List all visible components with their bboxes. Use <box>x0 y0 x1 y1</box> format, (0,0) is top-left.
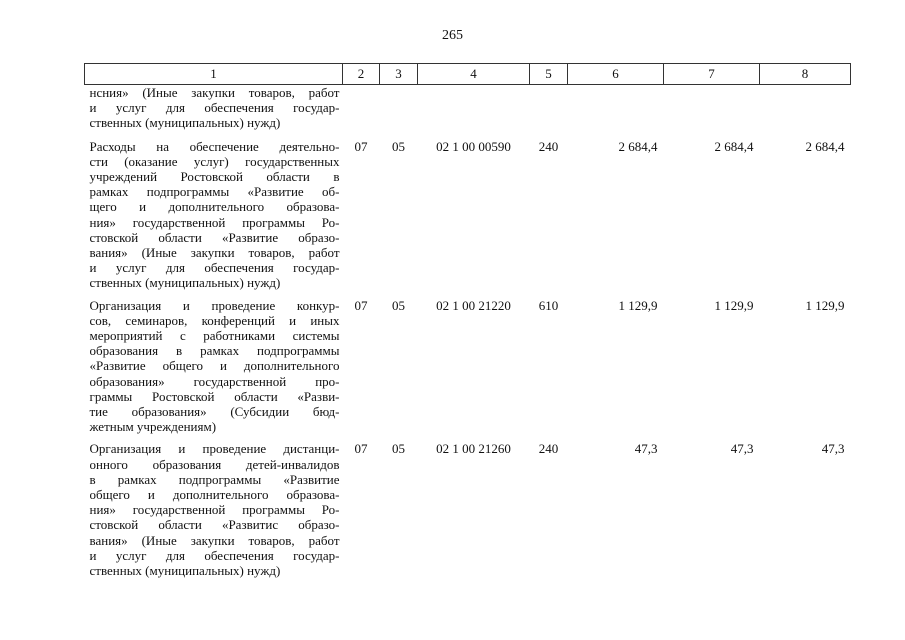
description-line: учреждений Ростовской области в <box>89 169 340 185</box>
description-line: жетным учреждениям) <box>89 419 217 435</box>
section-code: 07 <box>354 441 368 457</box>
expense-type-code: 240 <box>538 138 559 154</box>
expense-type-code <box>530 85 568 139</box>
expense-type-code: 610 <box>538 297 559 313</box>
description-line: и услуг для обеспечения государ- <box>89 260 340 276</box>
row-description <box>85 298 343 442</box>
amount-col-7: 2 684,4 <box>714 138 754 154</box>
subsection-code: 05 <box>392 297 405 313</box>
description-line: сов, семинаров, конференций и иных <box>89 312 340 328</box>
description-line: ния» государственной программы Ро- <box>89 214 340 230</box>
description-line: нсния» (Иные закупки товаров, работ <box>89 85 340 100</box>
row-description <box>85 85 343 139</box>
row-description <box>85 441 343 585</box>
description-line: щего и дополнительного образова- <box>89 199 340 215</box>
amount-col-7: 1 129,9 <box>714 297 754 313</box>
description-line: ственных (муниципальных) нужд) <box>89 115 281 131</box>
description-line: Организация и проведение дистанци- <box>89 441 340 457</box>
description-line: образования» государственной про- <box>89 373 340 389</box>
table-row <box>85 441 851 585</box>
description-line: онного образования детей-инвалидов <box>89 456 340 472</box>
description-line: граммы Ростовской области «Разви- <box>89 388 340 404</box>
table-body <box>85 85 851 586</box>
description-line: в рамках подпрограммы «Развитие <box>89 471 340 487</box>
header-cell-4: 4 <box>418 64 530 85</box>
subsection-code: 05 <box>392 441 405 457</box>
description-line: Расходы на обеспечение деятельно- <box>89 138 340 154</box>
description-line: ственных (муниципальных) нужд) <box>89 275 281 291</box>
header-cell-2: 2 <box>343 64 380 85</box>
description-line: ственных (муниципальных) нужд) <box>89 563 281 579</box>
header-row <box>85 64 851 85</box>
target-article-code: 02 1 00 21220 <box>436 297 511 313</box>
description-line: Организация и проведение конкур- <box>89 297 340 313</box>
amount-col-6: 1 129,9 <box>618 297 658 313</box>
description-line: стовской области «Развитие образо- <box>89 229 340 245</box>
description-line: вания» (Иные закупки товаров, работ <box>89 245 340 261</box>
target-article-code: 02 1 00 00590 <box>436 138 511 154</box>
description-line: мероприятий с работниками системы <box>89 328 340 344</box>
description-line: «Развитие общего и дополнительного <box>89 358 340 374</box>
description-line: тие образования» (Субсидии бюд- <box>89 404 340 420</box>
header-cell-1: 1 <box>85 64 343 85</box>
amount-col-7: 47,3 <box>730 441 754 457</box>
amount-col-8: 1 129,9 <box>805 297 845 313</box>
budget-table <box>84 63 851 585</box>
header-cell-3: 3 <box>380 64 418 85</box>
description-line: ния» государственной программы Ро- <box>89 502 340 518</box>
section-code: 07 <box>354 138 368 154</box>
expense-type-code: 240 <box>538 441 559 457</box>
subsection-code: 05 <box>392 138 405 154</box>
description-line: и услуг для обеспечения государ- <box>89 100 340 116</box>
description-line: вания» (Иные закупки товаров, работ <box>89 532 340 548</box>
header-cell-6: 6 <box>568 64 664 85</box>
target-article-code <box>418 85 530 139</box>
amount-col-8: 2 684,4 <box>805 138 845 154</box>
amount-col-6: 2 684,4 <box>618 138 658 154</box>
section-code: 07 <box>354 297 368 313</box>
section-code <box>343 85 380 139</box>
amount-col-8 <box>760 85 851 139</box>
subsection-code <box>380 85 418 139</box>
description-line: и услуг для обеспечения государ- <box>89 547 340 563</box>
table-row <box>85 139 851 298</box>
amount-col-6 <box>568 85 664 139</box>
table-row <box>85 85 851 139</box>
amount-col-6: 47,3 <box>634 441 658 457</box>
description-line: стовской области «Развитис образо- <box>89 517 340 533</box>
header-cell-7: 7 <box>664 64 760 85</box>
description-line: рамках подпрограммы «Развитие об- <box>89 184 340 200</box>
description-line: образования в рамках подпрограммы <box>89 343 340 359</box>
target-article-code: 02 1 00 21260 <box>436 441 511 457</box>
header-cell-5: 5 <box>530 64 568 85</box>
table-row <box>85 298 851 442</box>
description-line: общего и дополнительного образова- <box>89 487 340 503</box>
amount-col-8: 47,3 <box>821 441 845 457</box>
description-line: сти (оказание услуг) государственных <box>89 153 340 169</box>
row-description <box>85 139 343 298</box>
page-number: 265 <box>442 28 463 43</box>
header-cell-8: 8 <box>760 64 851 85</box>
amount-col-7 <box>664 85 760 139</box>
